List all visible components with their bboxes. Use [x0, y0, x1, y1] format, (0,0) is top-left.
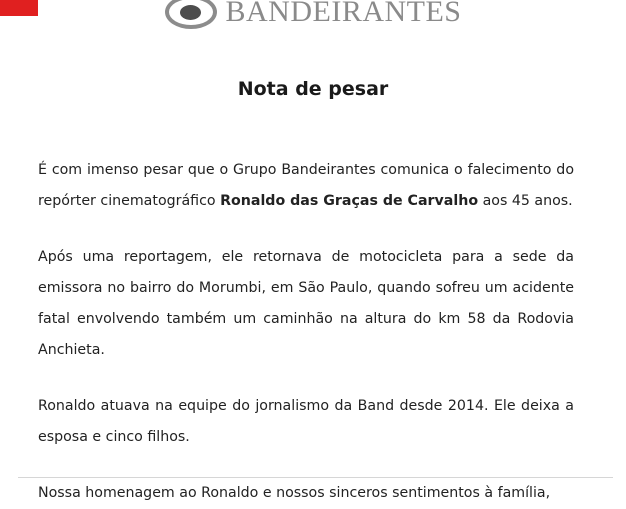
brand-wordmark: BANDEIRANTES: [225, 0, 462, 28]
paragraph-text: Nossa homenagem ao Ronaldo e nossos sinceros sentimentos à família,: [38, 485, 551, 501]
document-paragraph: [38, 391, 574, 453]
band-eye-icon: [165, 0, 217, 29]
document-paragraph: [38, 242, 574, 366]
page-title: Nota de pesar: [237, 78, 389, 100]
paragraph-text: É com imenso pesar que o Grupo Bandeirantes comunica o falecimento do repórter cinematográfico: [38, 162, 574, 209]
paragraph-text: Após uma reportagem, ele retornava de motocicleta para a sede da emissora no bairro do Morumbi, em São Paulo, quando sofreu um acidente fatal envolvendo também um caminhão na altura do km 58 da Rodovia Anchieta.: [38, 249, 574, 358]
paragraph-text: aos 45 anos.: [478, 193, 573, 209]
page-divider: [18, 477, 613, 478]
document-body: [38, 155, 574, 509]
brand-logo: [0, 0, 626, 34]
highlighted-name: Ronaldo das Graças de Carvalho: [220, 193, 479, 209]
band-eye-pupil-icon: [180, 5, 201, 20]
paragraph-text: Ronaldo atuava na equipe do jornalismo da Band desde 2014. Ele deixa a esposa e cinco filhos.: [38, 398, 574, 445]
document-paragraph: [38, 155, 574, 217]
document-paragraph: [38, 478, 574, 509]
